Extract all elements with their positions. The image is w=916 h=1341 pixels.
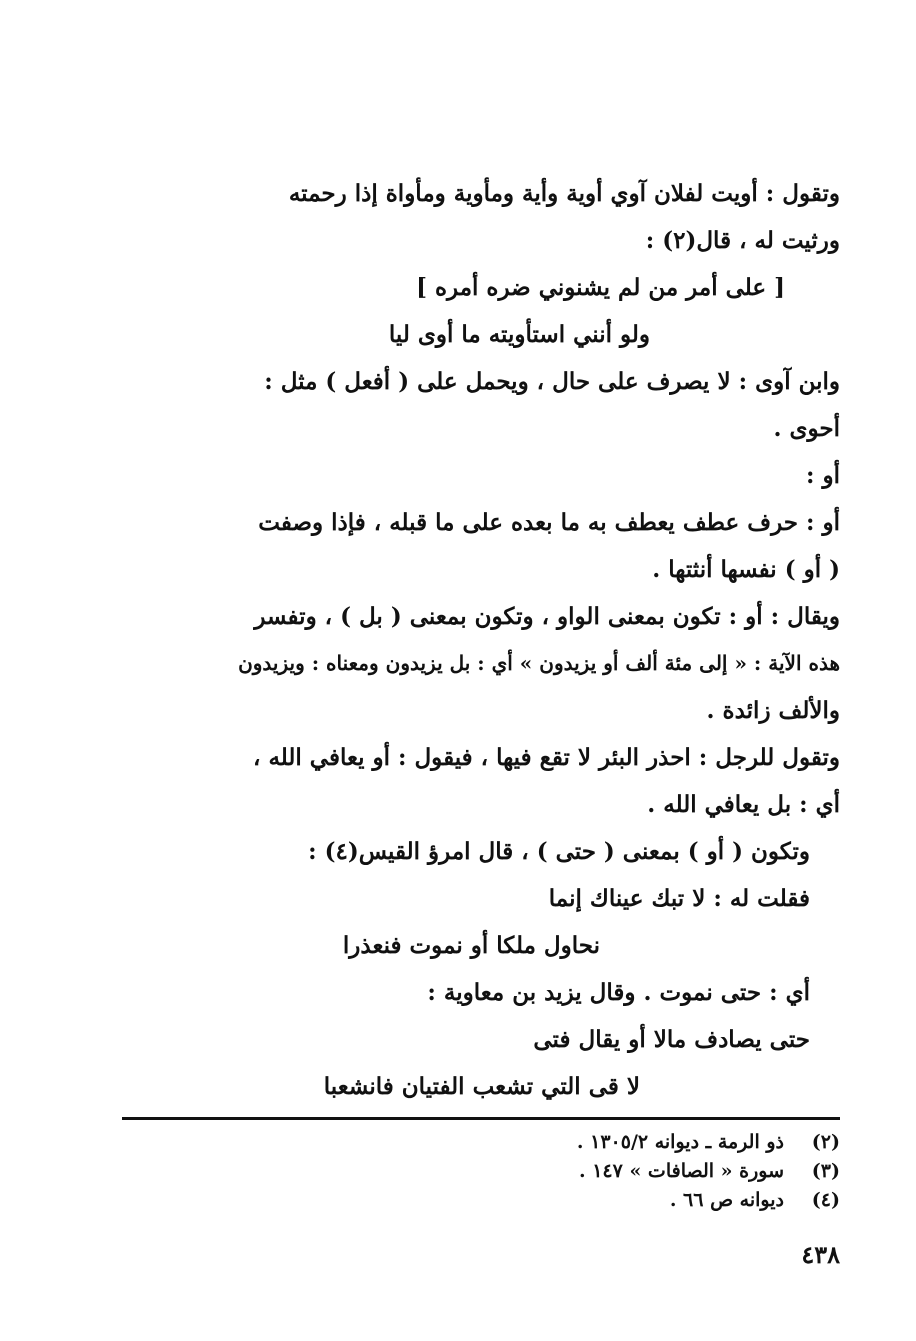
text-line: وتكون ( أو ) بمعنى ( حتى ) ، قال امرؤ القيس(٤) : <box>308 838 810 865</box>
text-line: والألف زائدة . <box>706 697 840 724</box>
footnote-number: (٤) <box>811 1189 840 1211</box>
footnote-item <box>420 1128 840 1157</box>
verse-second-hemistich: نحاول ملكا أو نموت فنعذرا <box>342 932 600 959</box>
footnote-text: ذو الرمة ـ ديوانه ١٣٠٥/٢ . <box>576 1131 784 1153</box>
footnote-divider <box>122 1117 840 1120</box>
footnotes <box>420 1128 840 1215</box>
text-line: أي : بل يعافي الله . <box>647 791 840 818</box>
main-text <box>120 170 840 1110</box>
verse-first-hemistich: [ على أمر من لم يشنوني ضره أمره ] <box>416 274 785 301</box>
text-line: ورثيت له ، قال(٢) : <box>645 227 840 254</box>
entry-heading: أو : <box>806 462 840 489</box>
footnote-number: (٣) <box>811 1160 840 1182</box>
verse-first-hemistich: حتى يصادف مالا أو يقال فتى <box>533 1026 810 1053</box>
text-line: ( أو ) نفسها أنثتها . <box>652 556 840 583</box>
text-line: وتقول للرجل : احذر البئر لا تقع فيها ، فيقول : أو يعافي الله ، <box>253 744 840 771</box>
footnote-item <box>420 1186 840 1215</box>
footnote-text: سورة « الصافات » ١٤٧ . <box>578 1160 784 1182</box>
text-line: وتقول : أويت لفلان آوي أوية وأية ومأوية ومأواة إذا رحمته <box>288 180 840 207</box>
text-line: ويقال : أو : تكون بمعنى الواو ، وتكون بمعنى ( بل ) ، وتفسر <box>254 603 840 630</box>
footnote-item <box>420 1157 840 1186</box>
text-line: أي : حتى نموت . وقال يزيد بن معاوية : <box>427 979 810 1006</box>
text-line: أحوى . <box>773 415 840 442</box>
footnote-text: ديوانه ص ٦٦ . <box>669 1189 784 1211</box>
text-line: أو : حرف عطف يعطف به ما بعده على ما قبله ، فإذا وصفت <box>258 509 840 536</box>
page-number: ٤٣٨ <box>801 1240 840 1269</box>
footnote-number: (٢) <box>811 1131 840 1153</box>
text-line: وابن آوى : لا يصرف على حال ، ويحمل على ( أفعل ) مثل : <box>264 368 840 395</box>
verse-first-hemistich: فقلت له : لا تبك عيناك إنما <box>548 885 810 912</box>
verse-second-hemistich: لا قى التي تشعب الفتيان فانشعبا <box>323 1073 640 1100</box>
text-line: هذه الآية : « إلى مئة ألف أو يزيدون » أي : بل يزيدون ومعناه : ويزيدون <box>238 651 840 675</box>
verse-second-hemistich: ولو أنني استأويته ما أوى ليا <box>388 321 650 348</box>
